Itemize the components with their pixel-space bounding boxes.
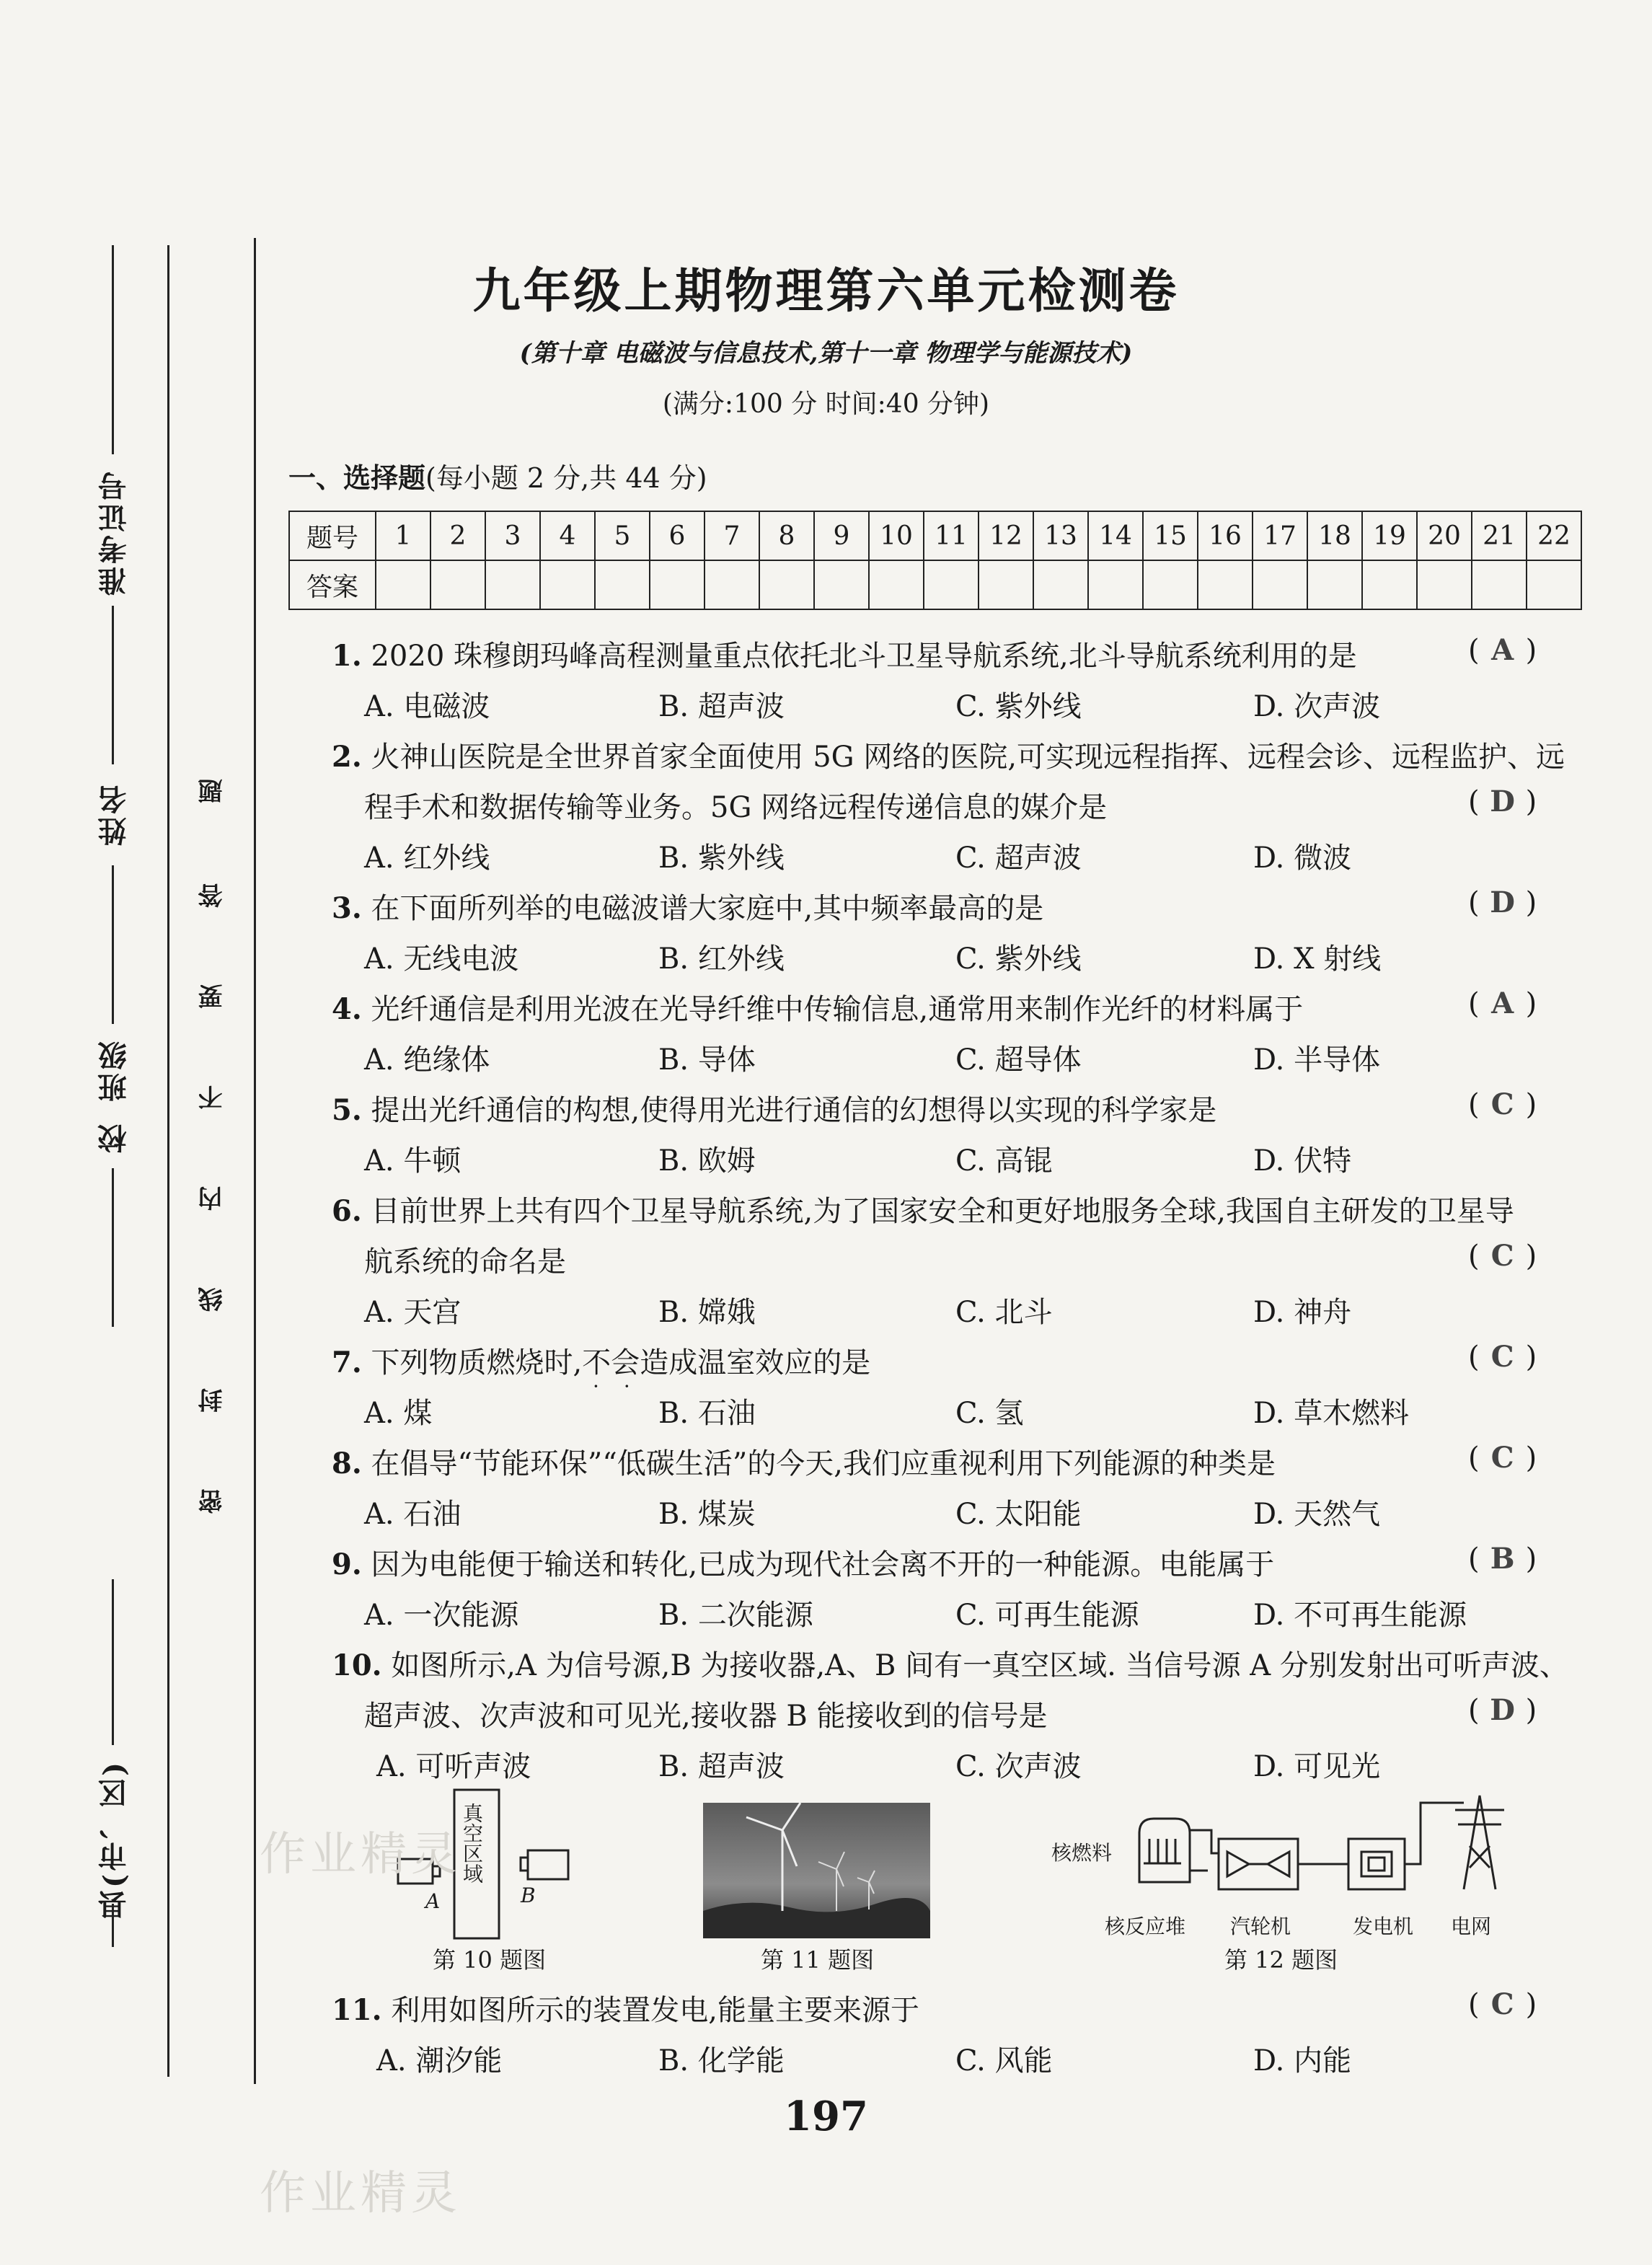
grid-number: 19: [1362, 511, 1417, 560]
answer-letter: D: [1490, 785, 1515, 818]
option[interactable]: B. 欧姆: [658, 1144, 756, 1178]
option[interactable]: A. 红外线: [364, 842, 490, 875]
question-5: [332, 1087, 1216, 1129]
option[interactable]: D. 次声波: [1253, 690, 1381, 723]
grid-answer-cell[interactable]: [979, 560, 1033, 609]
option[interactable]: B. 石油: [658, 1397, 756, 1430]
grid-number: 14: [1088, 511, 1143, 560]
fig12-generator-label: 发电机: [1353, 1915, 1414, 1938]
option[interactable]: D. 微波: [1253, 842, 1352, 875]
question-2-line-2: 程手术和数据传输等业务。5G 网络远程传递信息的媒介是: [364, 791, 1108, 824]
option[interactable]: A. 可听声波: [376, 1750, 531, 1783]
option[interactable]: A. 天宫: [364, 1296, 461, 1329]
option[interactable]: B. 超声波: [658, 690, 785, 723]
fig10-caption: 第 10 题图: [433, 1946, 547, 1974]
grid-answer-cell[interactable]: [704, 560, 759, 609]
grid-answer-cell[interactable]: [1472, 560, 1527, 609]
option[interactable]: C. 超声波: [955, 842, 1082, 875]
option[interactable]: B. 超声波: [658, 1750, 785, 1783]
grid-number: 21: [1472, 511, 1527, 560]
question-stem: 光纤通信是利用光波在光导纤维中传输信息,通常用来制作光纤的材料属于: [371, 993, 1304, 1026]
figure-12-drawing: [1060, 1788, 1521, 1918]
grid-answer-cell[interactable]: [1143, 560, 1198, 609]
answer-2: ( D ): [1468, 785, 1537, 818]
option[interactable]: B. 嫦娥: [658, 1296, 756, 1329]
option[interactable]: A. 绝缘体: [364, 1043, 490, 1077]
option[interactable]: A. 无线电波: [364, 942, 519, 976]
question-10-line-2: 超声波、次声波和可见光,接收器 B 能接收到的信号是: [364, 1700, 1048, 1733]
option[interactable]: C. 超导体: [955, 1043, 1082, 1077]
fig12-fuel-label: 核燃料: [1051, 1841, 1113, 1865]
seal-char-7: 封: [198, 1388, 227, 1413]
answer-grid-number-row: [289, 511, 1581, 560]
option[interactable]: B. 红外线: [658, 942, 785, 976]
seal-char-6: 线: [198, 1287, 227, 1312]
county-line-tail: [112, 1904, 114, 1947]
name-field[interactable]: [112, 865, 114, 1024]
fig12-reactor-label: 核反应堆: [1105, 1915, 1186, 1938]
grid-answer-cell[interactable]: [924, 560, 979, 609]
grid-number: 1: [376, 511, 430, 560]
answer-letter: C: [1490, 1340, 1514, 1374]
grid-number: 2: [430, 511, 485, 560]
question-stem: 提出光纤通信的构想,使得用光进行通信的幻想得以实现的科学家是: [371, 1094, 1217, 1127]
grid-answer-cell[interactable]: [540, 560, 595, 609]
answer-4: ( A ): [1468, 986, 1537, 1020]
answer-9: ( B ): [1468, 1542, 1537, 1576]
option[interactable]: D. 可见光: [1253, 1750, 1381, 1783]
question-number: 4.: [332, 992, 362, 1026]
answer-letter: C: [1490, 1239, 1514, 1273]
option[interactable]: D. 不可再生能源: [1253, 1599, 1467, 1632]
answer-3: ( D ): [1468, 886, 1537, 919]
county-field[interactable]: [112, 1579, 114, 1745]
answer-8: ( C ): [1468, 1441, 1537, 1475]
seal-char-1: 题: [198, 779, 227, 803]
grid-number: 15: [1143, 511, 1198, 560]
option[interactable]: A. 潮汐能: [376, 2044, 503, 2078]
grid-number: 17: [1253, 511, 1307, 560]
question-stem: 利用如图所示的装置发电,能量主要来源于: [391, 1994, 920, 2027]
answer-letter: C: [1490, 1987, 1514, 2021]
grid-answer-cell[interactable]: [650, 560, 704, 609]
grid-number: 5: [595, 511, 650, 560]
grid-answer-cell[interactable]: [1417, 560, 1472, 609]
option[interactable]: C. 高锟: [955, 1144, 1053, 1178]
answer-letter: C: [1490, 1087, 1514, 1121]
question-2: [332, 734, 1565, 775]
grid-number: 3: [485, 511, 540, 560]
question-stem: 在倡导“节能环保”“低碳生活”的今天,我们应重视利用下列能源的种类是: [371, 1447, 1276, 1480]
grid-answer-cell[interactable]: [1088, 560, 1143, 609]
grid-number: 9: [814, 511, 869, 560]
grid-number: 22: [1527, 511, 1581, 560]
seal-char-2: 答: [198, 883, 227, 908]
question-stem: 2020 珠穆朗玛峰高程测量重点依托北斗卫星导航系统,北斗导航系统利用的是: [371, 640, 1357, 673]
grid-answer-cell[interactable]: [376, 560, 430, 609]
fig10-label-b: B: [521, 1884, 536, 1907]
candidate-no-label: 准考证号: [97, 469, 131, 596]
fig12-caption: 第 12 题图: [1224, 1946, 1338, 1974]
seal-char-3: 要: [198, 984, 227, 1009]
question-number: 11.: [332, 1993, 382, 2027]
option[interactable]: C. 次声波: [955, 1750, 1082, 1783]
answer-grid: [288, 511, 1582, 610]
grid-number: 4: [540, 511, 595, 560]
question-11: [332, 1987, 919, 2028]
question-6: [332, 1188, 1514, 1229]
option[interactable]: A. 牛顿: [364, 1144, 461, 1178]
question-number: 2.: [332, 740, 362, 774]
question-number: 10.: [332, 1648, 382, 1682]
grid-number: 16: [1198, 511, 1253, 560]
candidate-no-field[interactable]: [112, 606, 114, 764]
grid-number: 10: [869, 511, 924, 560]
grid-answer-cell[interactable]: [1307, 560, 1362, 609]
grid-number: 11: [924, 511, 979, 560]
option[interactable]: A. 石油: [364, 1498, 461, 1531]
answer-5: ( C ): [1468, 1087, 1537, 1121]
answer-11: ( C ): [1468, 1987, 1537, 2021]
grid-number: 12: [979, 511, 1033, 560]
grid-answer-cell[interactable]: [1253, 560, 1307, 609]
page-subtitle: (第十章 电磁波与信息技术,第十一章 物理学与能源技术): [519, 339, 1133, 368]
section-title: 一、选择题: [288, 462, 426, 494]
question-number: 7.: [332, 1346, 362, 1379]
option[interactable]: B. 紫外线: [658, 842, 785, 875]
question-9: [332, 1542, 1274, 1583]
answer-6: ( C ): [1468, 1239, 1537, 1273]
answer-7: ( C ): [1468, 1340, 1537, 1374]
grid-answer-cell[interactable]: [869, 560, 924, 609]
grid-answer-cell[interactable]: [430, 560, 485, 609]
option[interactable]: D. 半导体: [1253, 1043, 1381, 1077]
fig10-vacuum-label: 真空区域: [460, 1803, 484, 1884]
option[interactable]: C. 北斗: [955, 1296, 1053, 1329]
binding-line-inner: [254, 238, 256, 2084]
question-number: 9.: [332, 1547, 362, 1581]
option[interactable]: C. 可再生能源: [955, 1599, 1139, 1632]
question-1: [332, 633, 1357, 674]
grid-number: 18: [1307, 511, 1362, 560]
grid-number: 13: [1033, 511, 1088, 560]
question-stem: 目前世界上共有四个卫星导航系统,为了国家安全和更好地服务全球,我国自主研发的卫星导: [371, 1195, 1514, 1228]
option[interactable]: D. 草木燃料: [1253, 1397, 1410, 1430]
seal-char-8: 密: [198, 1489, 227, 1514]
grid-answer-label: 答案: [289, 560, 376, 609]
grid-number: 20: [1417, 511, 1472, 560]
grid-number: 7: [704, 511, 759, 560]
seal-char-5: 内: [198, 1186, 227, 1211]
grid-answer-cell[interactable]: [1362, 560, 1417, 609]
fig11-caption: 第 11 题图: [761, 1946, 875, 1974]
grid-answer-cell[interactable]: [1527, 560, 1581, 609]
answer-letter: B: [1490, 1542, 1515, 1576]
answer-letter: C: [1490, 1441, 1514, 1475]
page-title: 九年级上期物理第六单元检测卷: [472, 262, 1180, 319]
option[interactable]: C. 紫外线: [955, 690, 1082, 723]
option[interactable]: C. 太阳能: [955, 1498, 1082, 1531]
name-label: 姓名: [97, 782, 131, 846]
grid-answer-cell[interactable]: [595, 560, 650, 609]
option[interactable]: D. 神舟: [1253, 1296, 1352, 1329]
answer-letter: A: [1491, 986, 1514, 1020]
seal-char-4: 不: [198, 1085, 227, 1110]
question-stem: 在下面所列举的电磁波谱大家庭中,其中频率最高的是: [371, 892, 1044, 925]
grid-answer-cell[interactable]: [759, 560, 814, 609]
question-stem: 如图所示,A 为信号源,B 为接收器,A、B 间有一真空区域. 当信号源 A 分别发射出可听声波、: [391, 1649, 1568, 1682]
answer-10: ( D ): [1468, 1693, 1537, 1727]
option[interactable]: A. 煤: [364, 1397, 433, 1430]
page-number: 197: [784, 2093, 868, 2140]
score-time: (满分:100 分 时间:40 分钟): [662, 389, 990, 419]
option[interactable]: D. 天然气: [1253, 1498, 1381, 1531]
option[interactable]: D. 内能: [1253, 2044, 1352, 2078]
county-label: 县(市、区): [97, 1760, 131, 1920]
fig12-turbine-label: 汽轮机: [1230, 1915, 1291, 1938]
option[interactable]: C. 氢: [955, 1397, 1024, 1430]
binding-line-outer: [167, 245, 169, 2077]
grid-number: 6: [650, 511, 704, 560]
question-3: [332, 886, 1043, 927]
grid-answer-cell[interactable]: [485, 560, 540, 609]
watermark: 作业精灵: [260, 2167, 461, 2220]
question-number: 5.: [332, 1093, 362, 1127]
question-stem: 下列物质燃烧时,不会造成温室效应的是: [371, 1346, 871, 1379]
grid-number-label: 题号: [289, 511, 376, 560]
emphasis-dots: ··: [593, 1374, 655, 1398]
answer-letter: A: [1491, 633, 1514, 667]
grid-number: 8: [759, 511, 814, 560]
school-label: 校: [97, 1121, 131, 1153]
grid-answer-cell[interactable]: [1198, 560, 1253, 609]
answer-letter: D: [1490, 1693, 1515, 1727]
option[interactable]: C. 风能: [955, 2044, 1053, 2078]
question-stem: 火神山医院是全世界首家全面使用 5G 网络的医院,可实现远程指挥、远程会诊、远程监护、远: [371, 741, 1565, 774]
watermark: 作业精灵: [260, 1828, 461, 1881]
section-heading: [288, 456, 707, 495]
option[interactable]: D. X 射线: [1253, 942, 1382, 976]
fig10-label-a: A: [425, 1889, 441, 1913]
school-field[interactable]: [112, 1168, 114, 1327]
option[interactable]: B. 煤炭: [658, 1498, 756, 1531]
grid-answer-cell[interactable]: [1033, 560, 1088, 609]
question-4: [332, 986, 1303, 1028]
answer-letter: D: [1490, 886, 1515, 919]
question-8: [332, 1441, 1276, 1482]
option[interactable]: B. 导体: [658, 1043, 756, 1077]
option[interactable]: C. 紫外线: [955, 942, 1082, 976]
question-10: [332, 1643, 1568, 1684]
question-number: 3.: [332, 891, 362, 925]
question-number: 1.: [332, 639, 362, 673]
question-number: 6.: [332, 1194, 362, 1228]
option[interactable]: D. 伏特: [1253, 1144, 1352, 1178]
fig12-grid-label: 电网: [1451, 1915, 1492, 1938]
option[interactable]: A. 一次能源: [364, 1599, 519, 1632]
question-number: 8.: [332, 1447, 362, 1480]
question-6-line-2: 航系统的命名是: [364, 1245, 566, 1279]
class-label: 班级: [97, 1038, 131, 1102]
question-stem: 因为电能便于输送和转化,已成为现代社会离不开的一种能源。电能属于: [371, 1548, 1275, 1581]
option[interactable]: A. 电磁波: [364, 690, 490, 723]
grid-answer-cell[interactable]: [814, 560, 869, 609]
option[interactable]: B. 化学能: [658, 2044, 785, 2078]
figure-11-photo: [703, 1803, 930, 1938]
section-note: (每小题 2 分,共 44 分): [425, 462, 707, 494]
option[interactable]: B. 二次能源: [658, 1599, 813, 1632]
answer-1: ( A ): [1468, 633, 1537, 667]
answer-grid-answer-row: [289, 560, 1581, 609]
